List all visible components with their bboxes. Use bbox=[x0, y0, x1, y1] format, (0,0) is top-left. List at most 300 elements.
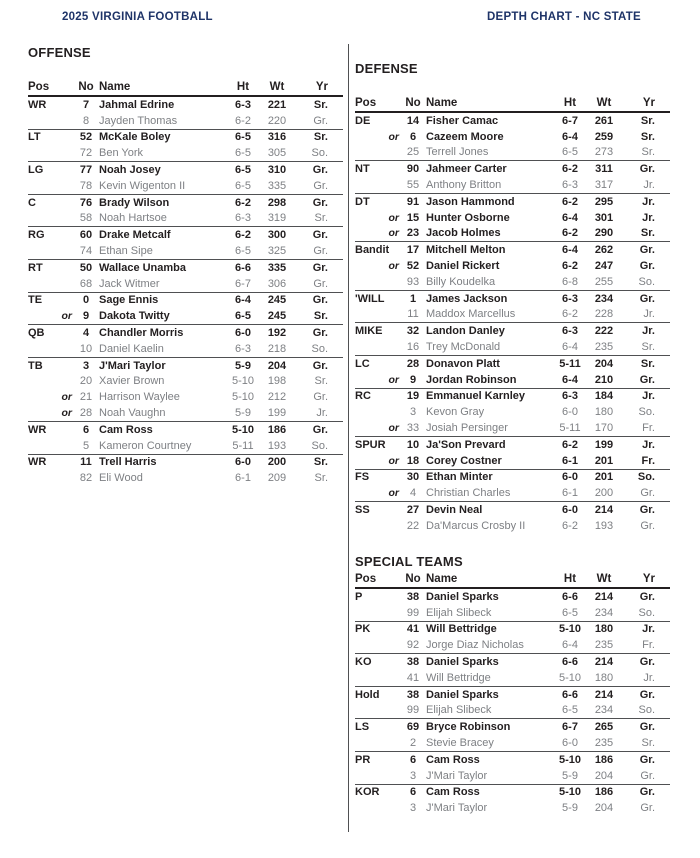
jersey-number-cell: 1 bbox=[409, 292, 417, 305]
player-name-cell: Daniel Rickert bbox=[426, 260, 500, 273]
player-name-cell: Josiah Persinger bbox=[426, 422, 508, 435]
year-cell: Gr. bbox=[313, 114, 328, 127]
jersey-number-cell: 6 bbox=[409, 130, 417, 143]
weight-cell: 273 bbox=[594, 146, 614, 159]
player-row bbox=[355, 437, 670, 453]
height-cell: 5-9 bbox=[562, 802, 578, 815]
player-row bbox=[355, 670, 670, 686]
player-row bbox=[28, 195, 343, 211]
height-cell: 6-7 bbox=[562, 114, 578, 127]
offense-section bbox=[28, 45, 343, 486]
offense-table-body bbox=[28, 97, 343, 486]
year-cell: Gr. bbox=[639, 721, 655, 734]
player-name-cell: Elijah Slibeck bbox=[426, 606, 492, 619]
player-row bbox=[28, 145, 343, 161]
year-cell: Sr. bbox=[640, 130, 655, 143]
jersey-number-cell: 8 bbox=[82, 114, 90, 127]
column-header-name: Name bbox=[426, 572, 458, 585]
year-cell: Sr. bbox=[313, 131, 328, 144]
year-cell: So. bbox=[311, 147, 328, 160]
year-cell: Gr. bbox=[640, 802, 655, 815]
position-cell: NT bbox=[355, 163, 370, 176]
player-row bbox=[355, 470, 670, 486]
height-cell: 6-4 bbox=[562, 639, 578, 652]
player-name-cell: Da'Marcus Crosby II bbox=[426, 519, 526, 532]
year-cell: Sr. bbox=[314, 375, 328, 388]
jersey-number-cell: 93 bbox=[406, 275, 420, 288]
weight-cell: 228 bbox=[594, 308, 614, 321]
height-cell: 5-9 bbox=[235, 407, 251, 420]
height-cell: 6-3 bbox=[235, 342, 251, 355]
weight-cell: 235 bbox=[594, 737, 614, 750]
player-row bbox=[355, 518, 670, 534]
position-cell: Hold bbox=[355, 688, 380, 701]
player-name-cell: Ethan Minter bbox=[426, 471, 493, 484]
height-cell: 6-4 bbox=[562, 130, 578, 143]
jersey-number-cell: 11 bbox=[80, 456, 92, 469]
player-name-cell: Dakota Twitty bbox=[99, 310, 170, 323]
defense-section bbox=[355, 61, 670, 534]
player-name-cell: Trey McDonald bbox=[426, 341, 501, 354]
weight-cell: 214 bbox=[594, 590, 614, 603]
height-cell: 6-4 bbox=[562, 211, 578, 224]
jersey-number-cell: 10 bbox=[406, 438, 420, 451]
player-name-cell: Cam Ross bbox=[426, 786, 480, 799]
position-cell: DE bbox=[355, 114, 371, 127]
player-row bbox=[355, 389, 670, 405]
year-cell: Gr. bbox=[640, 769, 655, 782]
player-name-cell: Kevin Wigenton II bbox=[99, 179, 186, 192]
player-row bbox=[355, 258, 670, 274]
player-name-cell: J'Mari Taylor bbox=[426, 802, 488, 815]
jersey-number-cell: 28 bbox=[406, 357, 420, 370]
weight-cell: 214 bbox=[594, 656, 614, 669]
weight-cell: 325 bbox=[267, 245, 287, 258]
player-name-cell: Terrell Jones bbox=[426, 146, 489, 159]
height-cell: 6-3 bbox=[235, 98, 251, 111]
height-cell: 6-5 bbox=[235, 164, 251, 177]
player-row bbox=[28, 97, 343, 113]
year-cell: So. bbox=[311, 439, 328, 452]
height-cell: 6-0 bbox=[235, 327, 251, 340]
position-group bbox=[355, 719, 670, 752]
column-header-yr: Yr bbox=[642, 572, 655, 585]
year-cell: Jr. bbox=[643, 308, 655, 321]
year-cell: Gr. bbox=[639, 292, 655, 305]
weight-cell: 311 bbox=[595, 163, 613, 176]
jersey-number-cell: 16 bbox=[406, 341, 420, 354]
jersey-number-cell: 6 bbox=[82, 423, 90, 436]
jersey-number-cell: 32 bbox=[406, 325, 420, 338]
player-row bbox=[355, 274, 670, 290]
defense-table-header bbox=[355, 95, 670, 113]
player-name-cell: Sage Ennis bbox=[99, 294, 159, 307]
weight-cell: 265 bbox=[594, 721, 614, 734]
weight-cell: 201 bbox=[594, 454, 614, 467]
height-cell: 6-4 bbox=[235, 294, 251, 307]
position-group bbox=[355, 752, 670, 785]
jersey-number-cell: 4 bbox=[409, 487, 417, 500]
player-row bbox=[355, 210, 670, 226]
position-cell: TB bbox=[28, 359, 43, 372]
year-cell: Sr. bbox=[314, 472, 328, 485]
player-name-cell: Landon Danley bbox=[426, 325, 505, 338]
player-name-cell: Daniel Sparks bbox=[426, 688, 499, 701]
player-row bbox=[355, 404, 670, 420]
player-name-cell: Stevie Bracey bbox=[426, 737, 494, 750]
player-name-cell: James Jackson bbox=[426, 292, 508, 305]
column-header-pos: Pos bbox=[28, 80, 50, 93]
player-name-cell: Elijah Slibeck bbox=[426, 704, 492, 717]
document-title-left: 2025 VIRGINIA FOOTBALL bbox=[62, 11, 213, 23]
weight-cell: 204 bbox=[594, 769, 614, 782]
or-indicator: or bbox=[388, 373, 399, 386]
year-cell: Fr. bbox=[642, 422, 655, 435]
jersey-number-cell: 33 bbox=[406, 422, 420, 435]
position-group bbox=[355, 161, 670, 194]
player-name-cell: Corey Costner bbox=[426, 454, 502, 467]
year-cell: Fr. bbox=[641, 454, 655, 467]
or-indicator: or bbox=[388, 260, 399, 273]
weight-cell: 255 bbox=[594, 275, 614, 288]
year-cell: Sr. bbox=[314, 212, 328, 225]
jersey-number-cell: 7 bbox=[82, 98, 90, 111]
weight-cell: 193 bbox=[594, 519, 614, 532]
year-cell: Sr. bbox=[641, 737, 655, 750]
weight-cell: 199 bbox=[267, 407, 287, 420]
special-teams-section-title: SPECIAL TEAMS bbox=[355, 554, 463, 569]
height-cell: 6-6 bbox=[562, 688, 578, 701]
year-cell: Gr. bbox=[312, 164, 328, 177]
player-name-cell: Drake Metcalf bbox=[99, 229, 171, 242]
height-cell: 6-1 bbox=[235, 472, 251, 485]
weight-cell: 193 bbox=[267, 439, 287, 452]
position-cell: DT bbox=[355, 195, 370, 208]
weight-cell: 319 bbox=[267, 212, 287, 225]
jersey-number-cell: 69 bbox=[406, 721, 420, 734]
position-cell: P bbox=[355, 590, 363, 603]
height-cell: 6-6 bbox=[562, 590, 578, 603]
player-row bbox=[28, 113, 343, 129]
player-row bbox=[28, 358, 343, 374]
jersey-number-cell: 58 bbox=[79, 212, 93, 225]
or-indicator: or bbox=[388, 422, 399, 435]
year-cell: Jr. bbox=[642, 325, 655, 338]
jersey-number-cell: 77 bbox=[79, 164, 93, 177]
player-row bbox=[28, 389, 343, 405]
height-cell: 6-2 bbox=[562, 438, 578, 451]
height-cell: 5-11 bbox=[559, 357, 581, 370]
position-cell: LG bbox=[28, 164, 44, 177]
player-name-cell: Jack Witmer bbox=[99, 277, 160, 290]
weight-cell: 204 bbox=[594, 357, 614, 370]
position-group bbox=[355, 785, 670, 817]
player-name-cell: Cam Ross bbox=[426, 753, 480, 766]
player-name-cell: Maddox Marcellus bbox=[426, 308, 516, 321]
position-cell: WR bbox=[28, 98, 47, 111]
jersey-number-cell: 3 bbox=[82, 359, 90, 372]
year-cell: Gr. bbox=[639, 753, 655, 766]
jersey-number-cell: 60 bbox=[79, 229, 93, 242]
position-cell: Bandit bbox=[355, 244, 390, 257]
jersey-number-cell: 6 bbox=[409, 753, 417, 766]
position-cell: PK bbox=[355, 623, 371, 636]
jersey-number-cell: 21 bbox=[79, 391, 93, 404]
height-cell: 6-3 bbox=[562, 179, 578, 192]
position-group bbox=[355, 242, 670, 290]
player-name-cell: Brady Wilson bbox=[99, 196, 170, 209]
or-indicator: or bbox=[388, 211, 399, 224]
player-row bbox=[355, 226, 670, 242]
position-group bbox=[355, 291, 670, 324]
position-group bbox=[28, 260, 343, 293]
height-cell: 6-5 bbox=[235, 310, 251, 323]
column-header-no: No bbox=[405, 96, 421, 109]
jersey-number-cell: 0 bbox=[82, 294, 90, 307]
jersey-number-cell: 3 bbox=[409, 802, 417, 815]
height-cell: 6-2 bbox=[562, 227, 578, 240]
player-name-cell: Wallace Unamba bbox=[99, 261, 187, 274]
height-cell: 5-10 bbox=[231, 423, 255, 436]
player-row bbox=[355, 589, 670, 605]
player-name-cell: Daniel Kaelin bbox=[99, 342, 164, 355]
player-name-cell: Jordan Robinson bbox=[426, 373, 517, 386]
jersey-number-cell: 55 bbox=[406, 179, 420, 192]
player-name-cell: Mitchell Melton bbox=[426, 244, 506, 257]
year-cell: Gr. bbox=[312, 196, 328, 209]
or-indicator: or bbox=[388, 454, 399, 467]
year-cell: Gr. bbox=[312, 423, 328, 436]
weight-cell: 184 bbox=[594, 390, 614, 403]
weight-cell: 335 bbox=[267, 179, 287, 192]
defense-section-title: DEFENSE bbox=[355, 61, 418, 76]
year-cell: Sr. bbox=[641, 341, 655, 354]
player-row bbox=[355, 605, 670, 621]
height-cell: 6-0 bbox=[562, 471, 578, 484]
position-cell: LC bbox=[355, 357, 370, 370]
weight-cell: 170 bbox=[594, 422, 614, 435]
position-cell: WR bbox=[28, 423, 47, 436]
column-header-wt: Wt bbox=[596, 96, 612, 109]
player-row bbox=[28, 308, 343, 324]
weight-cell: 180 bbox=[594, 406, 614, 419]
height-cell: 6-8 bbox=[562, 275, 578, 288]
jersey-number-cell: 5 bbox=[82, 439, 90, 452]
jersey-number-cell: 99 bbox=[406, 606, 420, 619]
weight-cell: 198 bbox=[267, 375, 287, 388]
player-name-cell: Xavier Brown bbox=[99, 375, 165, 388]
height-cell: 5-10 bbox=[231, 391, 255, 404]
player-name-cell: Jahmeer Carter bbox=[426, 163, 507, 176]
year-cell: Fr. bbox=[642, 639, 655, 652]
weight-cell: 259 bbox=[594, 130, 614, 143]
position-group bbox=[28, 422, 343, 455]
column-header-yr: Yr bbox=[642, 96, 655, 109]
height-cell: 6-2 bbox=[562, 195, 578, 208]
jersey-number-cell: 41 bbox=[406, 623, 420, 636]
column-header-pos: Pos bbox=[355, 572, 377, 585]
player-name-cell: Anthony Britton bbox=[426, 179, 502, 192]
player-row bbox=[28, 422, 343, 438]
player-row bbox=[355, 420, 670, 436]
weight-cell: 247 bbox=[594, 260, 614, 273]
weight-cell: 222 bbox=[594, 325, 614, 338]
player-name-cell: Eli Wood bbox=[99, 472, 143, 485]
height-cell: 6-3 bbox=[235, 212, 251, 225]
position-group bbox=[355, 389, 670, 437]
position-cell: TE bbox=[28, 294, 43, 307]
defense-table-body bbox=[355, 113, 670, 534]
height-cell: 5-10 bbox=[558, 753, 582, 766]
weight-cell: 245 bbox=[267, 294, 287, 307]
year-cell: So. bbox=[638, 406, 655, 419]
position-group bbox=[355, 654, 670, 687]
jersey-number-cell: 72 bbox=[79, 147, 93, 160]
year-cell: So. bbox=[637, 471, 655, 484]
year-cell: So. bbox=[638, 606, 655, 619]
height-cell: 5-10 bbox=[558, 623, 582, 636]
weight-cell: 235 bbox=[594, 341, 614, 354]
player-name-cell: J'Mari Taylor bbox=[426, 769, 488, 782]
jersey-number-cell: 50 bbox=[79, 261, 93, 274]
player-row bbox=[28, 438, 343, 454]
year-cell: Gr. bbox=[640, 519, 655, 532]
height-cell: 6-3 bbox=[562, 325, 578, 338]
player-row bbox=[355, 785, 670, 801]
player-name-cell: Hunter Osborne bbox=[426, 211, 510, 224]
jersey-number-cell: 15 bbox=[406, 211, 420, 224]
or-indicator: or bbox=[61, 310, 72, 323]
year-cell: Jr. bbox=[642, 390, 655, 403]
jersey-number-cell: 18 bbox=[406, 454, 420, 467]
position-group bbox=[28, 130, 343, 163]
jersey-number-cell: 17 bbox=[406, 244, 420, 257]
year-cell: Gr. bbox=[312, 261, 328, 274]
year-cell: Jr. bbox=[316, 407, 328, 420]
player-row bbox=[355, 242, 670, 258]
weight-cell: 204 bbox=[594, 802, 614, 815]
weight-cell: 305 bbox=[267, 147, 287, 160]
jersey-number-cell: 4 bbox=[82, 327, 90, 340]
position-cell: LS bbox=[355, 721, 370, 734]
weight-cell: 210 bbox=[594, 373, 614, 386]
weight-cell: 214 bbox=[594, 688, 614, 701]
player-name-cell: Bryce Robinson bbox=[426, 721, 511, 734]
jersey-number-cell: 22 bbox=[406, 519, 420, 532]
player-row bbox=[28, 211, 343, 227]
player-name-cell: Chandler Morris bbox=[99, 327, 184, 340]
jersey-number-cell: 11 bbox=[407, 308, 419, 321]
player-name-cell: Jacob Holmes bbox=[426, 227, 501, 240]
position-cell: PR bbox=[355, 753, 371, 766]
or-indicator: or bbox=[388, 487, 399, 500]
year-cell: Sr. bbox=[640, 357, 655, 370]
jersey-number-cell: 74 bbox=[79, 245, 93, 258]
position-group bbox=[355, 687, 670, 720]
height-cell: 6-7 bbox=[235, 277, 251, 290]
year-cell: Gr. bbox=[639, 786, 655, 799]
player-row bbox=[355, 719, 670, 735]
jersey-number-cell: 20 bbox=[79, 375, 93, 388]
height-cell: 6-5 bbox=[235, 131, 251, 144]
height-cell: 6-2 bbox=[562, 308, 578, 321]
player-name-cell: Jayden Thomas bbox=[99, 114, 178, 127]
player-row bbox=[28, 260, 343, 276]
player-name-cell: J'Mari Taylor bbox=[99, 359, 166, 372]
position-cell: RG bbox=[28, 229, 45, 242]
jersey-number-cell: 41 bbox=[406, 671, 420, 684]
year-cell: Jr. bbox=[643, 179, 655, 192]
position-group bbox=[28, 162, 343, 195]
player-name-cell: Ethan Sipe bbox=[99, 245, 153, 258]
player-row bbox=[355, 129, 670, 145]
height-cell: 6-6 bbox=[235, 261, 251, 274]
player-name-cell: Noah Josey bbox=[99, 164, 161, 177]
player-name-cell: Billy Koudelka bbox=[426, 275, 496, 288]
weight-cell: 234 bbox=[594, 292, 614, 305]
weight-cell: 214 bbox=[594, 504, 614, 517]
year-cell: Gr. bbox=[639, 656, 655, 669]
year-cell: Gr. bbox=[639, 373, 655, 386]
height-cell: 6-0 bbox=[562, 737, 578, 750]
weight-cell: 262 bbox=[594, 244, 614, 257]
position-group bbox=[28, 97, 343, 130]
column-header-no: No bbox=[405, 572, 421, 585]
weight-cell: 310 bbox=[267, 164, 287, 177]
position-group bbox=[355, 113, 670, 161]
height-cell: 5-10 bbox=[558, 671, 582, 684]
weight-cell: 180 bbox=[594, 623, 614, 636]
height-cell: 6-3 bbox=[562, 390, 578, 403]
jersey-number-cell: 99 bbox=[406, 704, 420, 717]
weight-cell: 298 bbox=[267, 196, 287, 209]
jersey-number-cell: 38 bbox=[406, 590, 420, 603]
weight-cell: 234 bbox=[594, 704, 614, 717]
player-row bbox=[355, 145, 670, 161]
year-cell: Sr. bbox=[640, 114, 655, 127]
height-cell: 5-10 bbox=[558, 786, 582, 799]
jersey-number-cell: 19 bbox=[406, 390, 420, 403]
column-header-name: Name bbox=[99, 80, 131, 93]
player-row bbox=[355, 735, 670, 751]
player-row bbox=[355, 356, 670, 372]
column-header-ht: Ht bbox=[236, 80, 250, 93]
year-cell: Sr. bbox=[313, 456, 328, 469]
player-name-cell: Ja'Son Prevard bbox=[426, 438, 506, 451]
position-cell: SPUR bbox=[355, 438, 386, 451]
player-name-cell: Cazeem Moore bbox=[426, 130, 504, 143]
offense-table-header bbox=[28, 79, 343, 97]
or-indicator: or bbox=[388, 130, 399, 143]
jersey-number-cell: 23 bbox=[406, 227, 420, 240]
player-row bbox=[355, 752, 670, 768]
player-row bbox=[355, 800, 670, 816]
weight-cell: 300 bbox=[267, 229, 287, 242]
player-row bbox=[28, 455, 343, 471]
player-name-cell: Donavon Platt bbox=[426, 357, 500, 370]
position-group bbox=[355, 470, 670, 503]
height-cell: 6-2 bbox=[235, 196, 251, 209]
column-header-wt: Wt bbox=[596, 572, 612, 585]
jersey-number-cell: 78 bbox=[79, 179, 93, 192]
player-row bbox=[355, 768, 670, 784]
year-cell: Sr. bbox=[313, 98, 328, 111]
year-cell: Jr. bbox=[642, 623, 655, 636]
column-header-name: Name bbox=[426, 96, 458, 109]
height-cell: 6-2 bbox=[562, 260, 578, 273]
or-indicator: or bbox=[61, 407, 72, 420]
jersey-number-cell: 30 bbox=[406, 471, 420, 484]
